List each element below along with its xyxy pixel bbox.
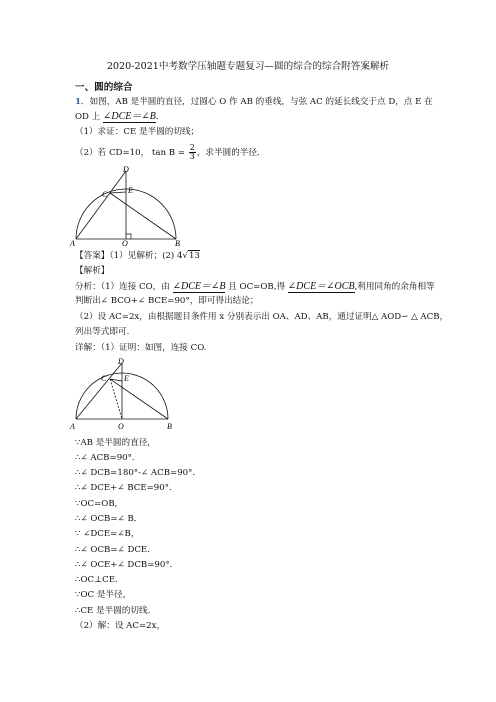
- proof-line: ∴∠ OCB=∠ DCE．: [75, 545, 156, 555]
- label-e: E: [128, 186, 133, 195]
- answer-text: 【答案】（1）见解析；(2) 4: [75, 251, 183, 261]
- question-text-2: OD 上: [75, 112, 101, 122]
- analysis-line-4: 列出等式即可.: [75, 327, 130, 337]
- proof-line: （2）解：设 AC=2x，: [75, 621, 166, 631]
- segment-ad: [76, 171, 126, 239]
- proof-line: ∵ ∠DCE=∠B，: [75, 529, 140, 539]
- question-part-2: [75, 144, 266, 161]
- question-part-2-text: （2）若 CD=10， tan B =: [75, 148, 185, 158]
- analysis-line-2: 判断出∠ BCO+∠ BCE=90°，即可得出结论；: [75, 296, 259, 306]
- label-a: A: [70, 239, 75, 247]
- question-text-1: 如图，AB 是半圆的直径，过圆心 O 作 AB 的垂线，与弦 AC 的延长线交于点 D，点 E 在: [89, 97, 433, 107]
- proof-line: ∵OC=OB,: [75, 499, 118, 509]
- analysis-math-1: ∠DCE＝∠B: [172, 281, 226, 292]
- label-a-2: A: [70, 422, 75, 431]
- analysis-line-1: [75, 281, 435, 293]
- proof-line: ∵AB 是半圆的直径，: [75, 438, 156, 448]
- question-period: ．: [155, 112, 165, 122]
- question-part-1: （1）求证：CE 是半圆的切线；: [75, 127, 200, 137]
- analysis-tag: 【解析】: [75, 266, 110, 276]
- segment-cb: [110, 193, 176, 239]
- label-o: O: [122, 239, 128, 247]
- segment-ad-2: [76, 363, 122, 419]
- detail-line-1: 详解：（1）证明：如图，连接 CO.: [75, 343, 207, 353]
- label-c-2: C: [101, 374, 107, 383]
- label-c: C: [102, 190, 108, 199]
- segment-ce: [110, 192, 126, 193]
- figure-1: [68, 165, 188, 247]
- label-e-2: E: [124, 374, 129, 383]
- page-title: 2020-2021中考数学压轴题专题复习—圆的综合的综合附答案解析: [106, 61, 390, 72]
- question-line-2: [75, 111, 164, 123]
- question-condition: ∠DCE＝∠B: [103, 111, 156, 122]
- proof-line: ∴∠ ACB=90°．: [75, 453, 141, 463]
- proof-line: ∴CE 是半圆的切线.: [75, 606, 151, 616]
- label-d-2: D: [118, 357, 124, 366]
- question-part-2-end: ，求半圆的半径．: [196, 148, 266, 158]
- figure-2: [68, 353, 188, 435]
- fraction-numerator: 2: [189, 143, 195, 152]
- proof-line: ∴∠ OCB=∠ B．: [75, 514, 143, 524]
- analysis-line-3: （2）设 AC=2x，由根据题目条件用 x 分别表示出 OA、AD、AB，通过证明△ AOD∽ △ ACB，: [75, 312, 449, 322]
- proof-line: ∴∠ DCB=180°-∠ ACB=90°．: [75, 468, 202, 478]
- label-o-2: O: [118, 422, 124, 431]
- analysis-text-1a: 分析：（1）连接 CO，由: [75, 282, 170, 292]
- question-number: 1．: [75, 97, 90, 107]
- segment-co-dashed: [110, 379, 122, 419]
- label-b-2: B: [167, 422, 172, 431]
- tan-fraction: [189, 144, 196, 161]
- section-heading: 一、圆的综合: [75, 82, 133, 93]
- answer-radicand: 13: [188, 251, 200, 261]
- question-line-1: [75, 97, 433, 108]
- proof-line: ∴∠ DCE+∠ BCE=90°．: [75, 483, 178, 493]
- answer-line: [75, 250, 200, 262]
- analysis-math-2: ∠DCE＝∠OCB: [287, 281, 355, 292]
- label-b: B: [175, 239, 180, 247]
- analysis-text-1c: ,利用同角的余角相等: [354, 282, 435, 292]
- analysis-text-1b: 且 OC=OB,得: [228, 282, 286, 292]
- proof-line: ∵OC 是半径，: [75, 590, 132, 600]
- proof-line: ∴OC⊥CE.: [75, 575, 118, 585]
- fraction-denominator: 3: [189, 152, 195, 161]
- sqrt-sign: √: [182, 251, 188, 261]
- label-d: D: [123, 165, 129, 174]
- segment-cb-2: [110, 379, 168, 419]
- proof-line: ∴∠ OCE+∠ DCB=90°．: [75, 560, 179, 570]
